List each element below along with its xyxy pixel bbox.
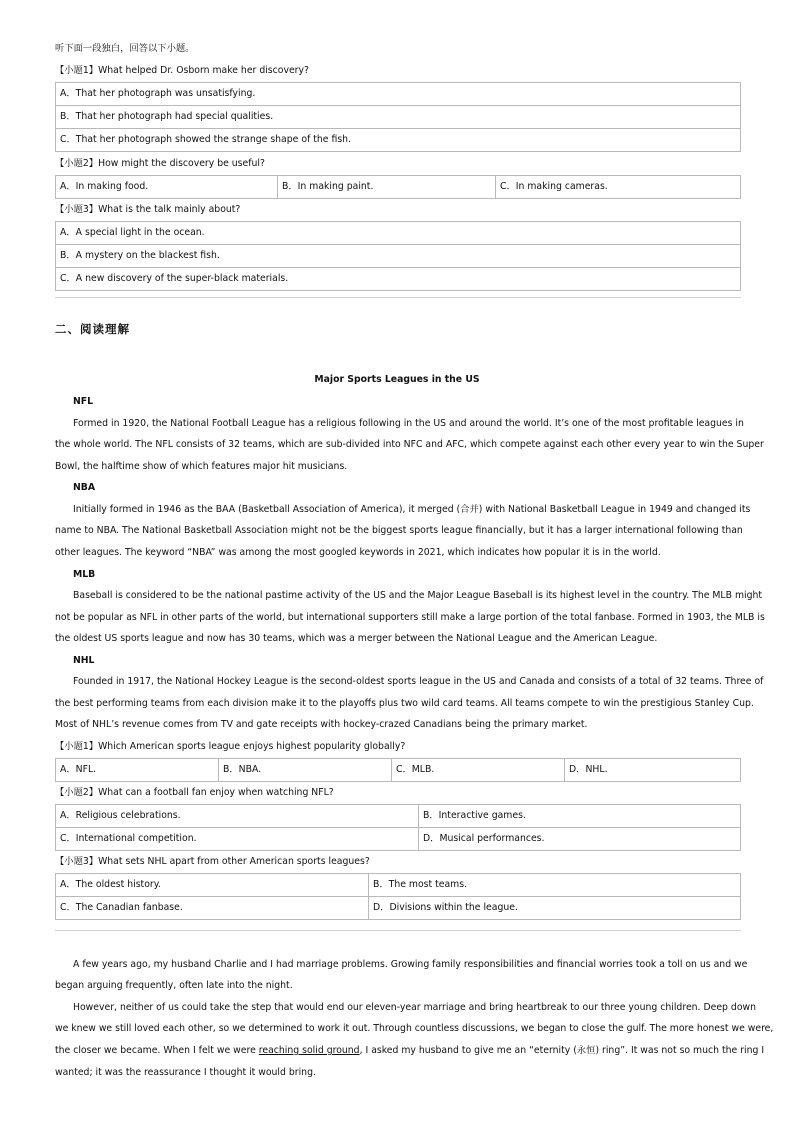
option-d[interactable]: D．Divisions within the league. — [369, 897, 741, 920]
section-heading: 二、阅读理解 — [55, 322, 130, 336]
option-d[interactable]: D．Musical performances. — [419, 828, 741, 851]
option-c[interactable]: C．International competition. — [56, 828, 419, 851]
paragraph-line: However, neither of us could take the step that would end our eleven-year marriage and bring heartbreak to our three young children. Deep down — [73, 1002, 757, 1013]
paragraph-line: wanted; it was the reassurance I thought it would bring. — [55, 1067, 316, 1078]
listening-q2-options — [55, 175, 741, 199]
option-c[interactable]: C．A new discovery of the super-black materials. — [56, 268, 741, 291]
reading-q2-options — [55, 804, 741, 851]
option-a[interactable]: A．A special light in the ocean. — [56, 222, 741, 245]
paragraph-line: Formed in 1920, the National Football League has a religious following in the US and around the world. It’s one of the most profitable leagues in — [73, 418, 744, 429]
text-segment: the closer we became. When I felt we were — [55, 1045, 259, 1056]
paragraph-line: the whole world. The NFL consists of 32 teams, which are sub-divided into NFC and AFC, which compete against each other every year to win the Super — [55, 439, 764, 450]
option-a[interactable]: A．That her photograph was unsatisfying. — [56, 83, 741, 106]
paragraph-line: we knew we still loved each other, so we determined to work it out. Through countless discussions, we began to close the gulf. The more honest we were, — [55, 1023, 774, 1034]
option-d[interactable]: D．NHL. — [565, 759, 741, 782]
paragraph-line: name to NBA. The National Basketball Association might not be the biggest sports league financially, but it has a larger international following than — [55, 525, 743, 536]
option-c[interactable]: C．The Canadian fanbase. — [56, 897, 369, 920]
listening-intro: 听下面一段独白，回答以下小题。 — [55, 43, 195, 54]
reading-question-3: 【小题3】What sets NHL apart from other American sports leagues? — [55, 856, 370, 867]
divider — [55, 297, 741, 298]
text-segment: , I asked my husband to give me an “eternity (永恒) ring”. It was not so much the ring I — [359, 1045, 765, 1056]
reading-q3-options — [55, 873, 741, 920]
option-c[interactable]: C．In making cameras. — [496, 176, 741, 199]
paragraph-line: the best performing teams from each division make it to the playoffs plus two wild card teams. All teams compete to win the prestigious Stanley Cup. — [55, 698, 754, 709]
listening-question-1: 【小题1】What helped Dr. Osborn make her discovery? — [55, 65, 309, 76]
option-b[interactable]: B．In making paint. — [278, 176, 496, 199]
paragraph-line — [55, 1044, 764, 1058]
reading-question-1: 【小题1】Which American sports league enjoys highest popularity globally? — [55, 741, 406, 752]
paragraph-line: Initially formed in 1946 as the BAA (Basketball Association of America), it merged (合并) with National Basketball League in 1949 and changed its — [73, 504, 751, 515]
paragraph-line: Bowl, the halftime show of which features major hit musicians. — [55, 461, 348, 472]
option-a[interactable]: A．In making food. — [56, 176, 278, 199]
paragraph-line: other leagues. The keyword “NBA” was among the most googled keywords in 2021, which indicates how popular it is in the world. — [55, 547, 661, 558]
nfl-heading: NFL — [73, 396, 94, 407]
option-b[interactable]: B．A mystery on the blackest fish. — [56, 245, 741, 268]
divider — [55, 930, 741, 931]
nhl-heading: NHL — [73, 655, 95, 666]
paragraph-line: A few years ago, my husband Charlie and I had marriage problems. Growing family responsibilities and financial worries took a toll on us and we — [73, 959, 748, 970]
listening-question-3: 【小题3】What is the talk mainly about? — [55, 204, 241, 215]
listening-question-2: 【小题2】How might the discovery be useful? — [55, 158, 265, 169]
option-b[interactable]: B．The most teams. — [369, 874, 741, 897]
option-c[interactable]: C．MLB. — [392, 759, 565, 782]
option-a[interactable]: A．The oldest history. — [56, 874, 369, 897]
reading-question-2: 【小题2】What can a football fan enjoy when watching NFL? — [55, 787, 334, 798]
mlb-heading: MLB — [73, 569, 96, 580]
reading-q1-options — [55, 758, 741, 782]
paragraph-line: began arguing frequently, often late into the night. — [55, 980, 293, 991]
nba-heading: NBA — [73, 482, 96, 493]
option-b[interactable]: B．NBA. — [219, 759, 392, 782]
option-b[interactable]: B．That her photograph had special qualities. — [56, 106, 741, 129]
option-b[interactable]: B．Interactive games. — [419, 805, 741, 828]
listening-q3-options — [55, 221, 741, 291]
option-c[interactable]: C．That her photograph showed the strange shape of the fish. — [56, 129, 741, 152]
paragraph-line: Baseball is considered to be the national pastime activity of the US and the Major League Baseball is its highest level in the country. The MLB might — [73, 590, 763, 601]
passage-title: Major Sports Leagues in the US — [314, 374, 480, 385]
listening-q1-options — [55, 82, 741, 152]
underlined-phrase: reaching solid ground — [258, 1045, 360, 1056]
option-a[interactable]: A．NFL. — [56, 759, 219, 782]
option-a[interactable]: A．Religious celebrations. — [56, 805, 419, 828]
paragraph-line: not be popular as NFL in other parts of the world, but international supporters still make a large portion of the total fanbase. Formed in 1903, the MLB is — [55, 612, 765, 623]
paragraph-line: the oldest US sports league and now has 30 teams, which was a merger between the National League and the American League. — [55, 633, 658, 644]
paragraph-line: Founded in 1917, the National Hockey League is the second-oldest sports league in the US and Canada and consists of a total of 32 teams. Three of — [73, 676, 764, 687]
paragraph-line: Most of NHL’s revenue comes from TV and gate receipts with hockey-crazed Canadians being the primary market. — [55, 719, 588, 730]
